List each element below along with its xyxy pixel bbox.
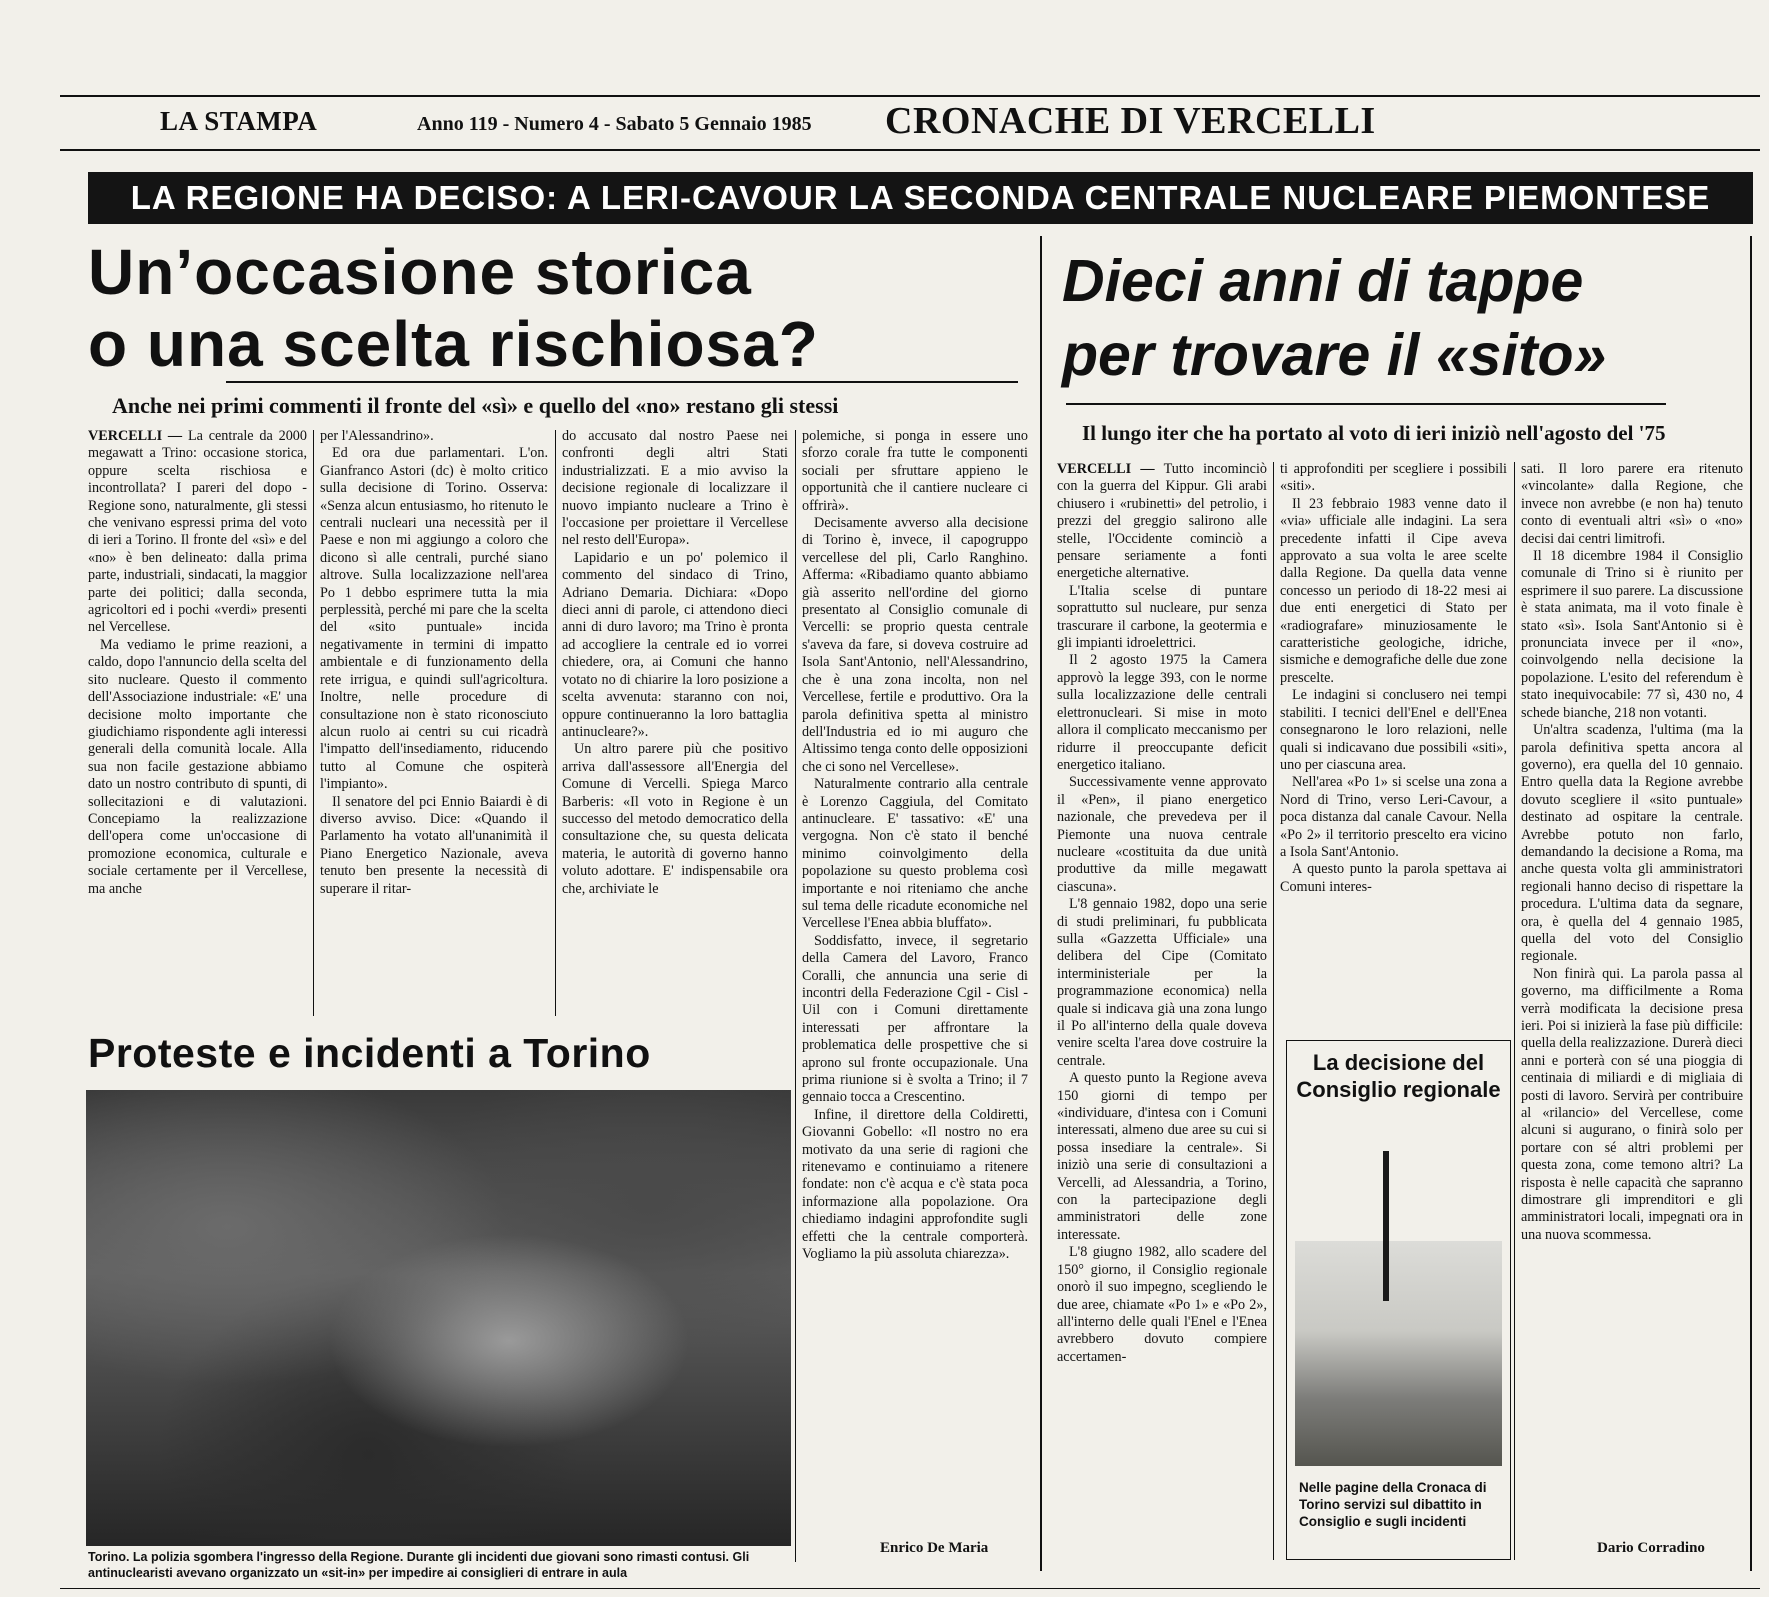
- article2-paragraph: L'Italia scelse di puntare soprattutto sul nucleare, pur senza trascurare il carbone, la geotermia e gli impianti idroelettrici.: [1057, 582, 1267, 652]
- photo-caption: Torino. La polizia sgombera l'ingresso della Regione. Durante gli incidenti due giovani sono rimasti contusi. Gli antinuclearisti avevano organizzato un «sit-in» per impedire ai consiglieri di entrare in aula: [88, 1550, 750, 1580]
- issue-info: Anno 119 - Numero 4 - Sabato 5 Gennaio 1985: [417, 113, 812, 135]
- column-divider: [555, 430, 556, 1016]
- article2-column-2: [1280, 461, 1507, 1031]
- article2-paragraph: Un'altra scadenza, l'ultima (ma la parola definitiva spetta ancora al governo), era quella del 10 gennaio. Entro quella data la Regione avrebbe dovuto scegliere il «sito puntuale» destinato ad ospitare la centrale. Avrebbe potuto non farlo, demandando la decisione a Roma, ma anche questa volta gli amministratori regionali hanno deciso di rispettare la procedura. L'ultima data da segnare, ora, è quella del 4 gennaio 1985, quella del voto del Consiglio regionale.: [1521, 722, 1743, 965]
- column-divider: [1273, 462, 1274, 1560]
- article2-paragraph: Il 2 agosto 1975 la Camera approvò la legge 393, con le norme sulla localizzazione delle centrali elettronucleari. Si mise in moto allora il complicato meccanismo per ridurre il preoccupante deficit energetico italiano.: [1057, 652, 1267, 773]
- chimney-shape: [1383, 1151, 1389, 1301]
- article1-column-1: [88, 428, 307, 1018]
- article2-headline-line1: Dieci anni di tappe: [1062, 248, 1584, 314]
- article2-paragraph: Il 23 febbraio 1983 venne dato il «via» ufficiale alle indagini. La sera precedente infatti il Cipe aveva approvato a sua volta le aree scelte dalla Regione. Da quella data venne concesso un periodo di 18-22 mesi ai due enti energetici di Stato per «radiografare» minuziosamente le caratteristiche geologiche, idriche, sismiche e demografiche delle due zone prescelte.: [1280, 495, 1507, 686]
- photo-section-headline: Proteste e incidenti a Torino: [88, 1030, 651, 1076]
- article2-dateline: VERCELLI —: [1057, 461, 1155, 477]
- article2-paragraph: A questo punto la Regione aveva 150 giorni di tempo per «individuare, d'intesa con i Comuni interessati, almeno due aree su cui si possa insediare la centrale». Si iniziò una serie di consultazioni a Vercelli, ad Alessandria, a Torino, con la partecipazione degli amministratori delle zone interessate.: [1057, 1070, 1267, 1243]
- article1-column-2: [320, 428, 548, 1018]
- power-plant-photo: [1295, 1241, 1502, 1466]
- article2-column-3: [1521, 461, 1743, 1529]
- article1-paragraph: La centrale da 2000 megawatt a Trino: occasione storica, oppure scelta rischiosa e incontrollata? I pareri del dopo - Regione sono, naturalmente, gli stessi che venivano espressi prima del voto di ieri a Torino. Il fronte del «sì» e del «no» è ben delineato: dalla prima parte, industriali, sindacati, la maggior parte dei politici; dalla seconda, agricoltori ed i pochi «verdi» presenti nel Vercellese.: [88, 428, 307, 636]
- article2-paragraph: L'8 giugno 1982, allo scadere del 150° giorno, il Consiglio regionale onorò il suo impegno, scegliendo le due aree, chiamate «Po 1» e «Po 2», all'interno delle quali l'Enel e l'Enea avrebbero dovuto compiere accertamen-: [1057, 1244, 1267, 1365]
- article2-headline-line2: per trovare il «sito»: [1062, 322, 1607, 388]
- masthead-rule: [60, 149, 1760, 151]
- article2-paragraph: Non finirà qui. La parola passa al governo, ma difficilmente a Roma verrà modificata la decisione presa ieri. Poi si inizierà la fase più difficile: quella della realizzazione. Durerà dieci anni e porterà con sé una pioggia di centinaia di miliardi e di migliaia di posti di lavoro. Servirà per contribuire al «rilancio» del Vercellese, come alcuni si augurano, o finirà solo per portare con sé altri problemi per questa zona, come temono altri? La risposta è nelle capacità che sapranno dimostrare gli imprenditori e gli amministratori locali, impegnati ora in una nuova scommessa.: [1521, 965, 1743, 1243]
- article2-paragraph: A questo punto la parola spettava ai Comuni interes-: [1280, 861, 1507, 895]
- article1-headline: [88, 236, 1028, 380]
- column-divider: [1514, 462, 1515, 1560]
- column-divider: [795, 430, 796, 1562]
- article1-paragraph: per l'Alessandrino».: [320, 428, 434, 444]
- article1-paragraph: Decisamente avverso alla decisione di Torino è, invece, il capogruppo vercellese del pli, Carlo Ranghino. Afferma: «Ribadiamo quanto abbiamo già asserito nell'ordine del giorno presentato al Consiglio comunale di Vercelli: se proprio questa centrale s'aveva da fare, si doveva costruire ad Isola Sant'Antonio, nell'Alessandrino, che è una zona incolta, non nel Vercellese, fertile e produttivo. Ora la parola definitiva spetta al ministro dell'Industria ed io mi auguro che Altissimo tenga conto delle opposizioni che ci sono nel Vercellese».: [802, 515, 1028, 775]
- banner-headline: LA REGIONE HA DECISO: A LERI-CAVOUR LA SECONDA CENTRALE NUCLEARE PIEMONTESE: [88, 172, 1753, 224]
- decision-box-title: La decisione del Consiglio regionale: [1296, 1050, 1501, 1102]
- article2-paragraph: L'8 gennaio 1982, dopo una serie di studi preliminari, fu pubblicata sulla «Gazzetta Ufficiale» una delibera del Cipe (Comitato interministeriale per la programmazione economica) nella quale si indicava già una zona lungo il Po all'interno della quale doveva venire scelta l'area dove costruire la centrale.: [1057, 896, 1267, 1069]
- article1-column-4: [802, 428, 1028, 1531]
- article1-headline-underline: [226, 381, 1018, 383]
- article2-paragraph: Il 18 dicembre 1984 il Consiglio comunale di Trino si è riunito per esprimere il suo parere. La discussione è stata animata, ma il voto finale è stato «sì». Isola Sant'Antonio si è pronunciata invece per il «no», coinvolgendo nella decisione la popolazione. L'esito del referendum è stato inequivocabile: 77 sì, 430 no, 4 schede bianche, 218 non votanti.: [1521, 548, 1743, 721]
- article2-paragraph: Le indagini si conclusero nei tempi stabiliti. I tecnici dell'Enel e dell'Enea consegnarono le loro relazioni, nelle quali si indicavano due possibili «siti», uno per ciascuna area.: [1280, 687, 1507, 773]
- section-title: CRONACHE DI VERCELLI: [885, 100, 1376, 142]
- protest-photo: [86, 1090, 791, 1546]
- article1-byline: Enrico De Maria: [880, 1540, 989, 1556]
- article1-dateline: VERCELLI —: [88, 428, 183, 444]
- article1-paragraph: Naturalmente contrario alla centrale è Lorenzo Caggiula, del Comitato antinucleare. E' tassativo: «E' una vergogna. Non c'è stato il benché minimo coinvolgimento della popolazione su questo problema così importante e noi riteniamo che anche sul tema delle ricadute economiche nel Vercellese l'Enea abbia bluffato».: [802, 776, 1028, 932]
- column-divider: [313, 430, 314, 1016]
- article1-subhead: Anche nei primi commenti il fronte del «sì» e quello del «no» restano gli stessi: [112, 393, 839, 418]
- article1-paragraph: Un altro parere più che positivo arriva dall'assessore all'Energia del Comune di Vercelli. Spiega Marco Barberis: «Il voto in Regione è un successo del metodo democratico della consultazione che, su questa delicata materia, le autorità di governo hanno voluto adottare. E' indispensabile ora che, archiviate le: [562, 741, 788, 897]
- article2-subhead: Il lungo iter che ha portato al voto di ieri iniziò nell'agosto del '75: [1082, 421, 1666, 445]
- article1-paragraph: Ma vediamo le prime reazioni, a caldo, dopo l'annuncio della scelta del sito nucleare. Questo il commento dell'Associazione industriale: «E' una decisione molto importante che giudichiamo rispondente agli interessi generali della comunità locale. Alla sua non facile gestazione abbiamo dato un nostro contributo di spunti, di sollecitazioni e di valutazioni. Concepiamo la realizzazione dell'opera come un'occasione di promozione economica, culturale e sociale certamente per il Vercellese, ma anche: [88, 636, 307, 897]
- article2-column-1: [1057, 461, 1267, 1561]
- article2-paragraph: sati. Il loro parere era ritenuto «vincolante» dalla Regione, che invece non avrebbe (e non ha) tenuto conto di eventuali altri «sì» o «no» decisi dai centri limitrofi.: [1521, 461, 1743, 547]
- article1-paragraph: Ed ora due parlamentari. L'on. Gianfranco Astori (dc) è molto critico sulla decisione di Torino. Osserva: «Senza alcun entusiasmo, ho ritenuto le centrali nucleari una necessità per il Paese e non mi aggiungo a coloro che dicono sì alle centrali, purché siano altrove. Sulla localizzazione nell'area Po 1 debbo esprimere tutta la mia perplessità, perché mi pare che la scelta del «sito puntuale» incida negativamente in termini di impatto ambientale e di funzionamento della rete irrigua, e quindi sull'agricoltura. Inoltre, nelle procedure di consultazione non è stato riconosciuto alcun ruolo ai centri su cui ricadrà l'impatto dell'insediamento, riducendo tutto al Comune che ospiterà l'impianto».: [320, 445, 548, 793]
- article2-paragraph: Tutto incominciò con la guerra del Kippur. Gli arabi chiusero i «rubinetti» del petrolio, i prezzi del greggio salirono alle stelle, l'Occidente cominciò a pensare seriamente a fonti energetiche alternative.: [1057, 461, 1267, 582]
- newspaper-name: LA STAMPA: [160, 106, 318, 136]
- article1-paragraph: polemiche, si ponga in essere uno sforzo corale fra tutte le componenti sociali per sfruttare appieno le opportunità che il cantiere nucleare ci offrirà».: [802, 428, 1028, 514]
- article2-paragraph: ti approfonditi per scegliere i possibili «siti».: [1280, 461, 1507, 495]
- article1-paragraph: Il senatore del pci Ennio Baiardi è di diverso avviso. Dice: «Quando il Parlamento ha votato all'unanimità il Piano Energetico Nazionale, aveva tenuto ben presente la necessità di superare il ritar-: [320, 793, 548, 897]
- bottom-rule: [60, 1588, 1760, 1589]
- article1-paragraph: do accusato dal nostro Paese nei confronti degli altri Stati industrializzati. E a mio avviso la decisione regionale di localizzare il nuovo impianto nucleare a Trino è l'occasione per proiettare il Vercellese nel resto dell'Europa».: [562, 428, 788, 549]
- article2-paragraph: Successivamente venne approvato il «Pen», il piano energetico nazionale, che prevedeva per il Piemonte una nuova centrale nucleare «costituita da due unità produttive da mille megawatt ciascuna».: [1057, 774, 1267, 895]
- article2-byline: Dario Corradino: [1597, 1540, 1705, 1556]
- article2-headline: [1062, 244, 1752, 392]
- article1-headline-line1: Un’occasione storica: [88, 236, 752, 308]
- decision-box: [1286, 1040, 1511, 1560]
- article1-paragraph: Infine, il direttore della Coldiretti, Giovanni Gobello: «Il nostro no era motivato da una serie di ragioni che ritenevamo e continuiamo a ritenere fondate: non c'è acqua e c'è stata poca informazione alla popolazione. Ora chiediamo indagini approfondite sugli effetti che la centrale comporterà. Vogliamo la più assoluta chiarezza».: [802, 1106, 1028, 1263]
- decision-box-caption: Nelle pagine della Cronaca di Torino servizi sul dibattito in Consiglio e sugli incidenti: [1299, 1480, 1487, 1529]
- top-rule: [60, 95, 1760, 97]
- article1-paragraph: Soddisfatto, invece, il segretario della Camera del Lavoro, Franco Coralli, che annuncia una serie di incontri della Federazione Cgil - Cisl - Uil con i Comuni direttamente interessati per affrontare la problematica delle prospettive che si aprono sul fronte occupazionale. Una prima riunione si è svolta a Trino; il 7 gennaio tocca a Crescentino.: [802, 932, 1028, 1106]
- article2-paragraph: Nell'area «Po 1» si scelse una zona a Nord di Trino, verso Leri-Cavour, a poca distanza dal canale Cavour. Nella «Po 2» il territorio prescelto era vicino a Isola Sant'Antonio.: [1280, 774, 1507, 860]
- article2-headline-underline: [1066, 403, 1666, 405]
- article1-headline-line2: o una scelta rischiosa?: [88, 308, 819, 380]
- article1-column-3: [562, 428, 788, 1018]
- article1-paragraph: Lapidario e un po' polemico il commento del sindaco di Trino, Adriano Demaria. Dichiara: «Dopo dieci anni di parole, ci attendono dieci anni di duro lavoro; ma Trino è pronta ad accogliere la centrale ed io vorrei chiedere, ora, ai Comuni che hanno votato no di chiarire la loro posizione a scelta avvenuta: staranno con noi, oppure continueranno la loro battaglia antinucleare?».: [562, 549, 788, 740]
